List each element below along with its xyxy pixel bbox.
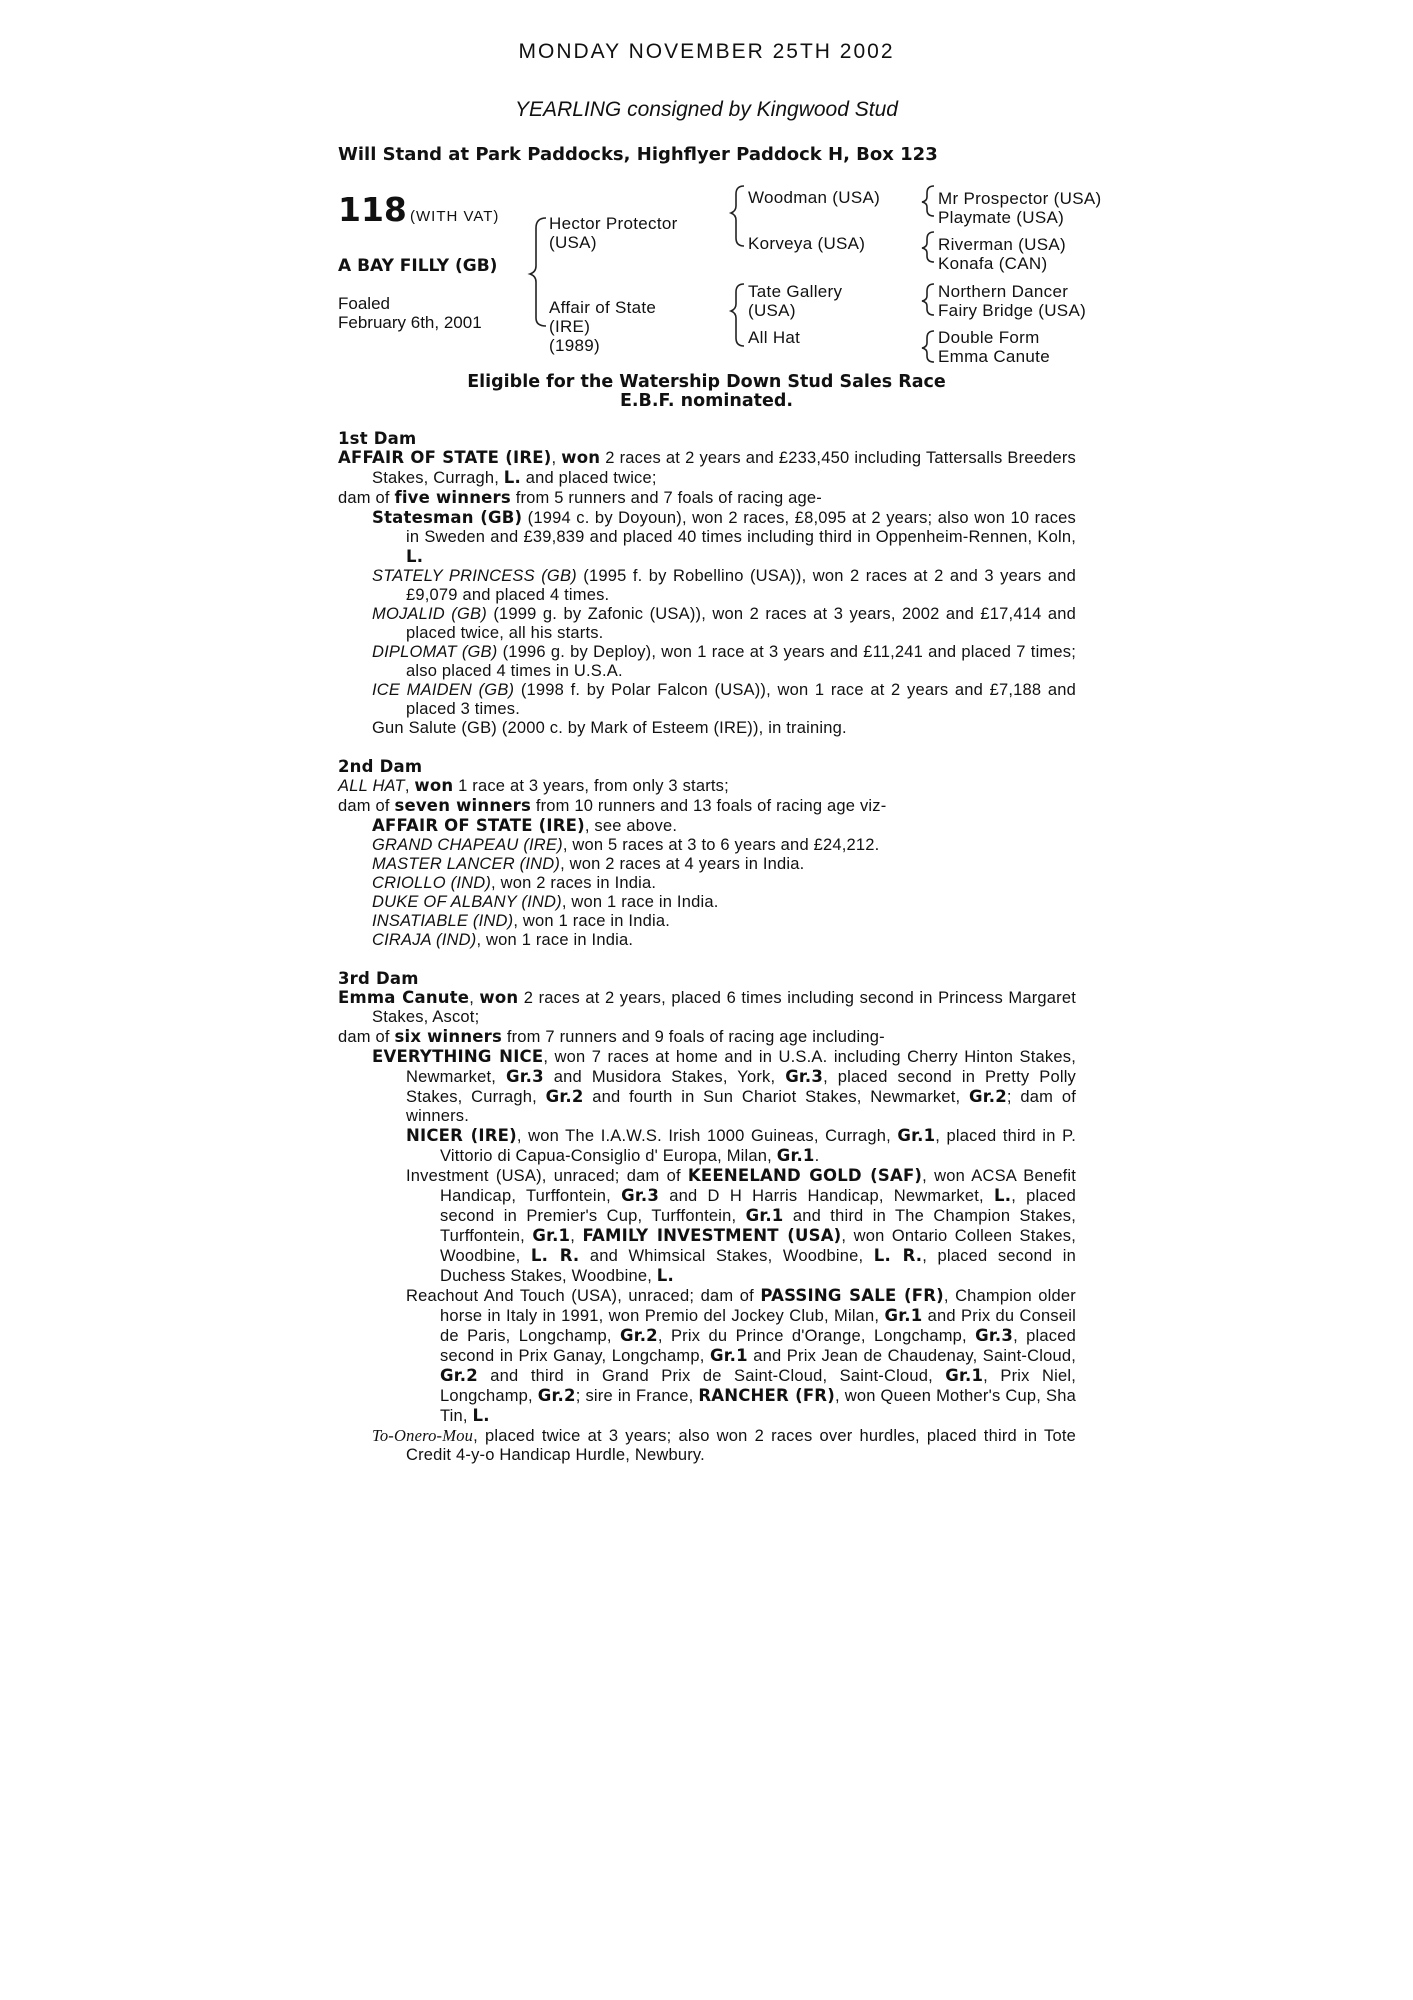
sire-dam-sire: Riverman (USA) bbox=[938, 235, 1066, 254]
dam-dam: All Hat bbox=[748, 328, 801, 347]
catalogue-body bbox=[338, 429, 1076, 1465]
list-item: DUKE OF ALBANY (IND), won 1 race in India. bbox=[372, 893, 719, 911]
sire-dam: Korveya (USA) bbox=[748, 234, 866, 253]
list-item: INSATIABLE (IND), won 1 race in India. bbox=[372, 912, 670, 930]
list-item: CIRAJA (IND), won 1 race in India. bbox=[372, 931, 634, 949]
list-item: Investment (USA), unraced; dam of KEENELAND GOLD (SAF), won ACSA Benefit Handicap, Turffontein, Gr.3 and D H Harris Handicap, Newmarket, L., placed second in Premier's Cup, Turffontein, Gr.1 and third in The Champion Stakes, Turffontein, Gr.1, FAMILY INVESTMENT (USA), won Ontario Colleen Stakes, Woodbine, L. R. and Whimsical Stakes, Woodbine, L. R., placed second in Duchess Stakes, Woodbine, L. bbox=[406, 1166, 1077, 1285]
sire-dam-dam: Konafa (CAN) bbox=[938, 254, 1048, 273]
consignor-line: YEARLING consigned by Kingwood Stud bbox=[515, 98, 898, 121]
list-item: NICER (IRE), won The I.A.W.S. Irish 1000 Guineas, Curragh, Gr.1, placed third in P. Vittorio di Capua-Consiglio d' Europa, Milan, Gr.1. bbox=[406, 1126, 1076, 1165]
list-item: MOJALID (GB) (1999 g. by Zafonic (USA)), won 2 races at 3 years, 2002 and £17,414 and placed twice, all his starts. bbox=[372, 605, 1076, 642]
list-item: MASTER LANCER (IND), won 2 races at 4 years in India. bbox=[372, 855, 805, 873]
first-dam-produce-line: dam of five winners from 5 runners and 7 foals of racing age- bbox=[338, 488, 822, 507]
foaled-date: February 6th, 2001 bbox=[338, 313, 482, 332]
list-item: Gun Salute (GB) (2000 c. by Mark of Esteem (IRE)), in training. bbox=[372, 719, 847, 737]
dam-sire-dam: Fairy Bridge (USA) bbox=[938, 301, 1087, 320]
pedigree-braces bbox=[0, 0, 1413, 380]
dam-dam-sire: Double Form bbox=[938, 328, 1040, 347]
second-dam-produce-line: dam of seven winners from 10 runners and 13 foals of racing age viz- bbox=[338, 796, 887, 815]
vat-note: (WITH VAT) bbox=[410, 208, 500, 225]
list-item: Statesman (GB) (1994 c. by Doyoun), won 2 races, £8,095 at 2 years; also won 10 races in Sweden and £39,839 and placed 40 times including third in Oppenheim-Rennen, Koln, L. bbox=[372, 508, 1077, 566]
first-dam-summary: AFFAIR OF STATE (IRE), won 2 races at 2 years and £233,450 including Tattersalls Breeders Stakes, Curragh, L. and placed twice; bbox=[338, 448, 1076, 487]
second-dam-heading: 2nd Dam bbox=[338, 757, 423, 776]
list-item: DIPLOMAT (GB) (1996 g. by Deploy), won 1 race at 3 years and £11,241 and placed 7 times; also placed 4 times in U.S.A. bbox=[372, 643, 1076, 680]
list-item: STATELY PRINCESS (GB) (1995 f. by Robellino (USA)), won 2 races at 2 and 3 years and £9,079 and placed 4 times. bbox=[372, 567, 1076, 604]
third-dam-heading: 3rd Dam bbox=[338, 969, 419, 988]
list-item: ICE MAIDEN (GB) (1998 f. by Polar Falcon (USA)), won 1 race at 2 years and £7,188 and placed 3 times. bbox=[372, 681, 1076, 718]
stand-location: Will Stand at Park Paddocks, Highflyer Paddock H, Box 123 bbox=[338, 144, 938, 165]
sire-sire-sire: Mr Prospector (USA) bbox=[938, 189, 1102, 208]
list-item: Reachout And Touch (USA), unraced; dam of PASSING SALE (FR), Champion older horse in Italy in 1991, won Premio del Jockey Club, Milan, Gr.1 and Prix du Conseil de Paris, Longchamp, Gr.2, Prix du Prince d'Orange, Longchamp, Gr.3, placed second in Prix Ganay, Longchamp, Gr.1 and Prix Jean de Chaudenay, Saint-Cloud, Gr.2 and third in Grand Prix de Saint-Cloud, Saint-Cloud, Gr.1, Prix Niel, Longchamp, Gr.2; sire in France, RANCHER (FR), won Queen Mother's Cup, Sha Tin, L. bbox=[406, 1286, 1077, 1425]
list-item: CRIOLLO (IND), won 2 races in India. bbox=[372, 874, 657, 892]
sire-sire: Woodman (USA) bbox=[748, 188, 881, 207]
first-dam-heading: 1st Dam bbox=[338, 429, 417, 448]
sale-date: MONDAY NOVEMBER 25TH 2002 bbox=[518, 40, 895, 63]
third-dam-summary: Emma Canute, won 2 races at 2 years, placed 6 times including second in Princess Margaret Stakes, Ascot; bbox=[338, 988, 1076, 1026]
list-item: GRAND CHAPEAU (IRE), won 5 races at 3 to 6 years and £24,212. bbox=[372, 836, 880, 854]
list-item: To-Onero-Mou, placed twice at 3 years; also won 2 races over hurdles, placed third in Tote Credit 4-y-o Handicap Hurdle, Newbury. bbox=[372, 1426, 1076, 1464]
lot-description: A BAY FILLY (GB) bbox=[338, 256, 498, 276]
dam-dam-dam: Emma Canute bbox=[938, 347, 1050, 366]
list-item: AFFAIR OF STATE (IRE), see above. bbox=[372, 816, 678, 835]
dam-sire: Tate Gallery (USA) bbox=[748, 282, 843, 320]
foaled-label: Foaled bbox=[338, 294, 390, 313]
third-dam-produce-line: dam of six winners from 7 runners and 9 foals of racing age including- bbox=[338, 1027, 885, 1046]
sire-sire-dam: Playmate (USA) bbox=[938, 208, 1065, 227]
dam: Affair of State (IRE) (1989) bbox=[549, 298, 657, 355]
sire: Hector Protector (USA) bbox=[549, 214, 678, 252]
eligibility-note: Eligible for the Watership Down Stud Sales Race E.B.F. nominated. bbox=[467, 372, 946, 411]
second-dam-summary: ALL HAT, won 1 race at 3 years, from only 3 starts; bbox=[338, 776, 729, 795]
dam-sire-sire: Northern Dancer bbox=[938, 282, 1069, 301]
list-item: EVERYTHING NICE, won 7 races at home and in U.S.A. including Cherry Hinton Stakes, Newmarket, Gr.3 and Musidora Stakes, York, Gr.3, placed second in Pretty Polly Stakes, Curragh, Gr.2 and fourth in Sun Chariot Stakes, Newmarket, Gr.2; dam of winners. bbox=[372, 1047, 1077, 1125]
lot-number: 118 bbox=[338, 190, 407, 229]
